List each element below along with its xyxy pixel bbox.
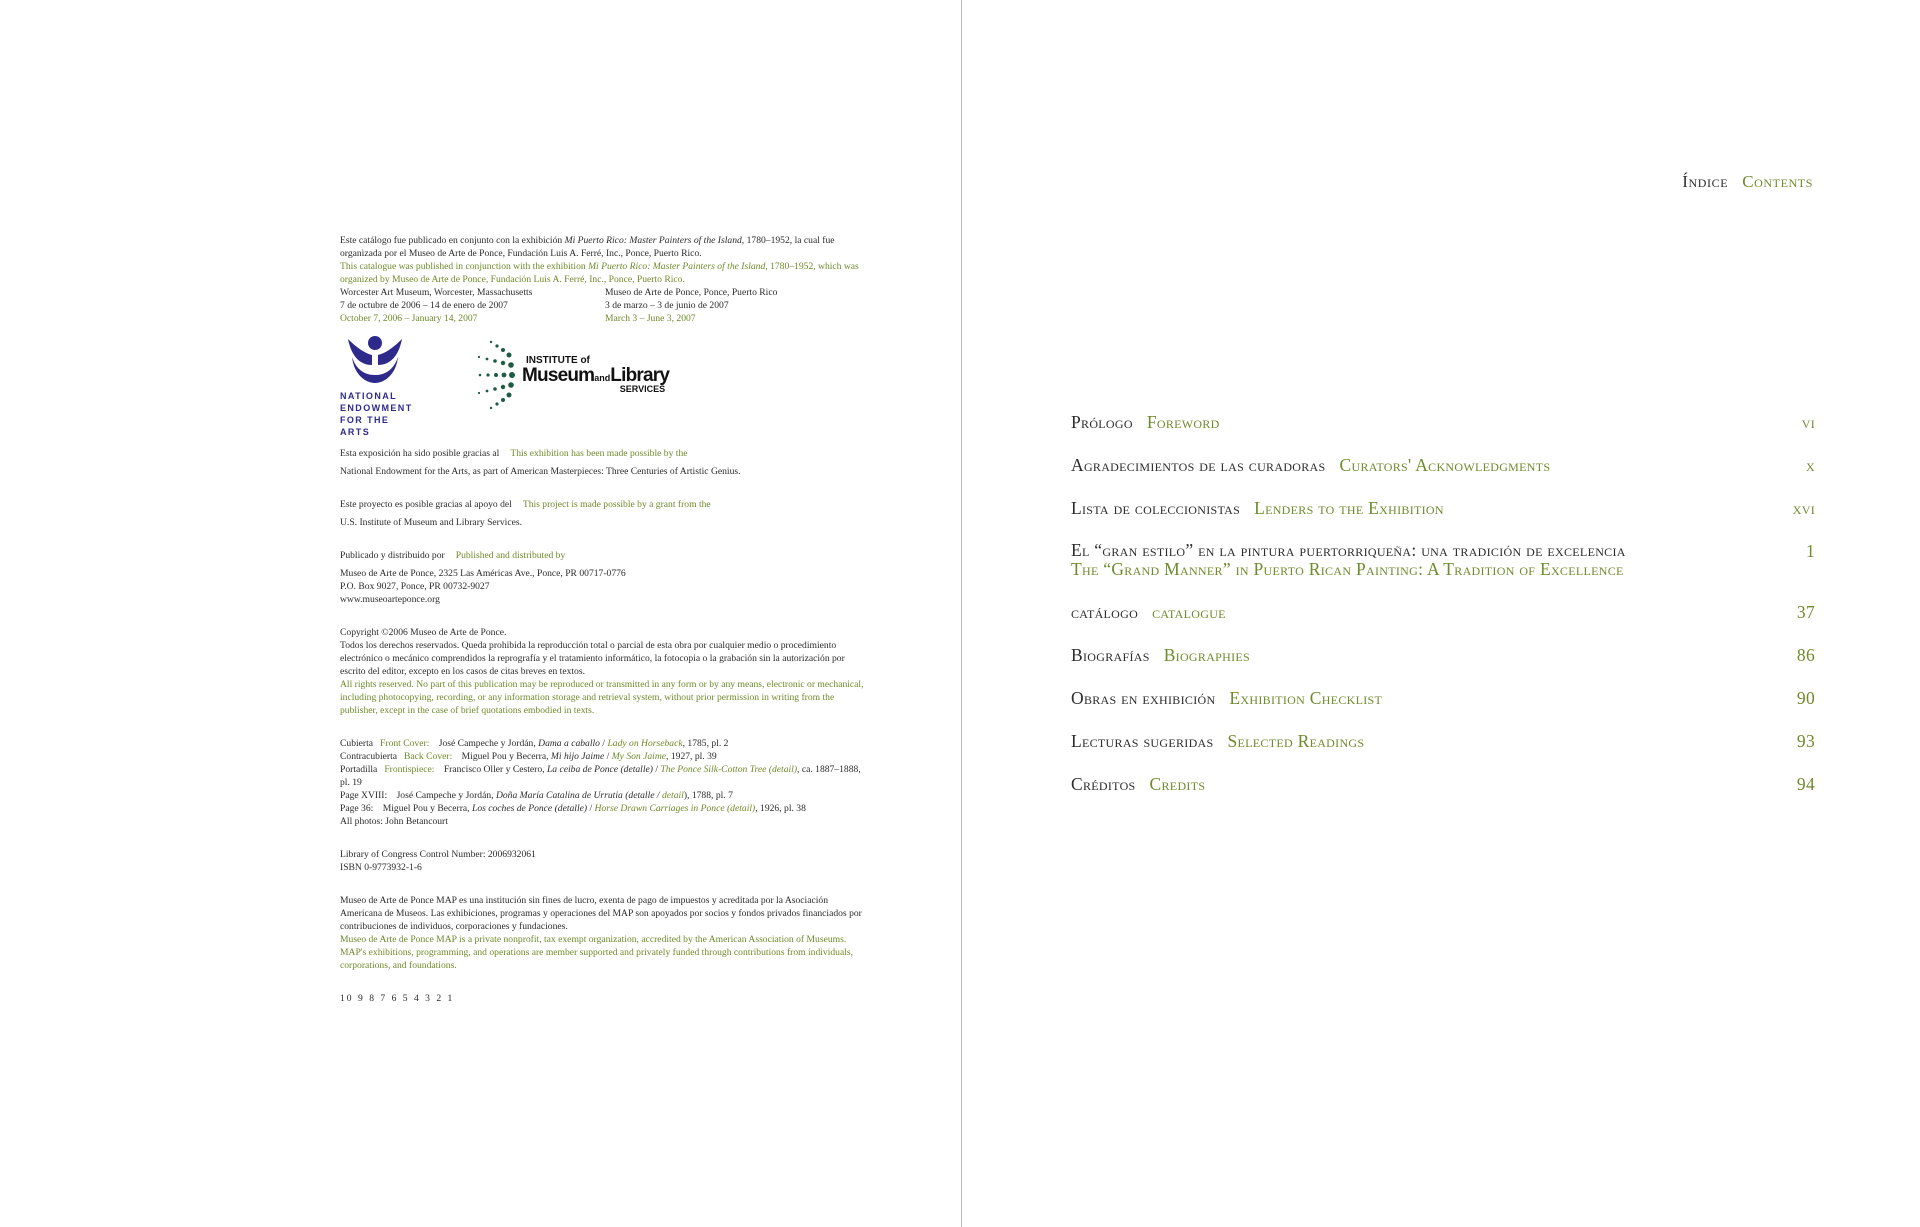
- imls-logo: [472, 339, 669, 411]
- toc-entry-grand-manner[interactable]: El “gran estilo” en la pintura puertorriqueña: una tradición de excelencia The “Grand Manner” in Puerto Rican Painting: A Tradition of Excellence 1: [1071, 540, 1815, 579]
- toc-entry-acknowledgments[interactable]: Agradecimientos de las curadoras Curators' Acknowledgments x: [1071, 455, 1815, 475]
- imls-logo-text: INSTITUTE of MuseumandLibrary SERVICES: [522, 355, 670, 394]
- contents-title: Índice Contents: [1682, 172, 1813, 191]
- toc-entry-checklist[interactable]: Obras en exhibición Exhibition Checklist 90: [1071, 688, 1815, 708]
- toc-entry-foreword[interactable]: Prólogo Foreword vi: [1071, 412, 1815, 432]
- credit-line: Contracubierta Back Cover: Miguel Pou y Becerra, Mi hijo Jaime / My Son Jaime, 1927, pl. 39: [340, 751, 717, 762]
- venues: [340, 286, 870, 325]
- credit-line: Page 36: Miguel Pou y Becerra, Los coches de Ponce (detalle) / Horse Drawn Carriages in Ponce (detail), 1926, pl. 38: [340, 803, 806, 814]
- sponsor-logos: [340, 335, 870, 435]
- intro-english: This catalogue was published in conjunction with the exhibition Mi Puerto Rico: Master Painters of the Island, 1780–1952, which was organized by Museo de Arte de Ponce, Fundación Luis A. Ferré, Inc., Ponce, Puerto Rico.: [340, 261, 859, 285]
- copyright: Copyright ©2006 Museo de Arte de Ponce.: [340, 627, 507, 638]
- table-of-contents: [1071, 412, 1815, 817]
- publisher-address: Museo de Arte de Ponce, 2325 Las Américas Ave., Ponce, PR 00717-0776 P.O. Box 9027, Ponce, PR 00732-9027 www.museoarteponce.org: [340, 568, 626, 605]
- rights-spanish: Todos los derechos reservados. Queda prohibida la reproducción total o parcial de esta obra por cualquier medio o procedimiento electrónico o mecánico comprendidos la reprografía y el tratamiento informático, la fotocopia o la grabación sin la autorización por escrito del editor, excepto en los casos de citas breves en textos.: [340, 640, 845, 677]
- toc-page-number: x: [1806, 455, 1815, 475]
- toc-page-number: xvi: [1792, 498, 1815, 518]
- toc-page-number: 86: [1796, 645, 1815, 665]
- printing-line: 10 9 8 7 6 5 4 3 2 1: [340, 993, 455, 1004]
- toc-page-number: 94: [1796, 774, 1815, 794]
- intro-spanish: Este catálogo fue publicado en conjunto con la exhibición Mi Puerto Rico: Master Painters of the Island, 1780–1952, la cual fue organizada por el Museo de Arte de Ponce, Fundación Luis A. Ferré, Inc., Ponce, Puerto Rico.: [340, 235, 835, 259]
- credit-line: Portadilla Frontispiece: Francisco Oller y Cestero, La ceiba de Ponce (detalle) / The Ponce Silk-Cotton Tree (detail), ca. 1887–1888, pl. 19: [340, 764, 861, 788]
- map-statement-english: Museo de Arte de Ponce MAP is a private nonprofit, tax exempt organization, accredited by the American Association of Museums. MAP's exhibitions, programming, and operations are member supported and privately funded through contributions from individuals, corporations, and foundations.: [340, 934, 854, 971]
- nea-logo-text: NATIONAL ENDOWMENT FOR THE ARTS: [340, 391, 413, 437]
- toc-entry-catalogue[interactable]: catálogo catalogue 37: [1071, 602, 1815, 622]
- nea-logo: [340, 335, 418, 438]
- photo-credit: All photos: John Betancourt: [340, 816, 448, 827]
- imls-credit-heading: Este proyecto es posible gracias al apoyo del This project is made possible by a grant from the: [340, 499, 711, 510]
- toc-page-number: 90: [1796, 688, 1815, 708]
- nea-flower-icon: [344, 335, 406, 385]
- image-credits: [340, 737, 870, 828]
- book-spine: [961, 0, 962, 1227]
- toc-entry-biographies[interactable]: Biografías Biographies 86: [1071, 645, 1815, 665]
- venue-ponce: Museo de Arte de Ponce, Ponce, Puerto Rico 3 de marzo – 3 de junio de 2007 March 3 – June 3, 2007: [605, 287, 778, 324]
- venue-worcester: Worcester Art Museum, Worcester, Massachusetts 7 de octubre de 2006 – 14 de enero de 2007 October 7, 2006 – January 14, 2007: [340, 287, 533, 324]
- isbn: ISBN 0-9773932-1-6: [340, 862, 422, 873]
- toc-page-number: vi: [1801, 412, 1815, 432]
- toc-page-number: 1: [1805, 541, 1815, 561]
- nea-credit-body: National Endowment for the Arts, as part of American Masterpieces: Three Centuries of Artistic Genius.: [340, 466, 741, 477]
- imls-starburst-icon: [472, 339, 518, 411]
- publisher-heading: Publicado y distribuido por Published and distributed by: [340, 550, 566, 561]
- rights-english: All rights reserved. No part of this publication may be reproduced or transmitted in any form or by any means, electronic or mechanical, including photocopying, recording, or any information storage and retrieval system, without prior permission in writing from the publisher, except in the case of brief quotations embodied in texts.: [340, 679, 864, 716]
- toc-entry-lenders[interactable]: Lista de coleccionistas Lenders to the Exhibition xvi: [1071, 498, 1815, 518]
- toc-page-number: 37: [1796, 602, 1815, 622]
- lccn: Library of Congress Control Number: 2006932061: [340, 849, 536, 860]
- credit-line: Page XVIII: José Campeche y Jordán, Doña María Catalina de Urrutia (detalle / detail), 1788, pl. 7: [340, 790, 733, 801]
- toc-entry-readings[interactable]: Lecturas sugeridas Selected Readings 93: [1071, 731, 1815, 751]
- toc-entry-credits[interactable]: Créditos Credits 94: [1071, 774, 1815, 794]
- map-statement-spanish: Museo de Arte de Ponce MAP es una institución sin fines de lucro, exenta de pago de impuestos y acreditada por la Asociación Americana de Museos. Las exhibiciones, programas y operaciones del MAP son apoyados por socios y fondos privados financiados por contribuciones de individuos, corporaciones y fundaciones.: [340, 895, 862, 932]
- nea-credit-heading: Esta exposición ha sido posible gracias al This exhibition has been made possible by the: [340, 448, 688, 459]
- credit-line: Cubierta Front Cover: José Campeche y Jordán, Dama a caballo / Lady on Horseback, 1785, pl. 2: [340, 738, 729, 749]
- imls-credit-body: U.S. Institute of Museum and Library Services.: [340, 517, 522, 528]
- colophon-page: [340, 234, 870, 1005]
- toc-page-number: 93: [1796, 731, 1815, 751]
